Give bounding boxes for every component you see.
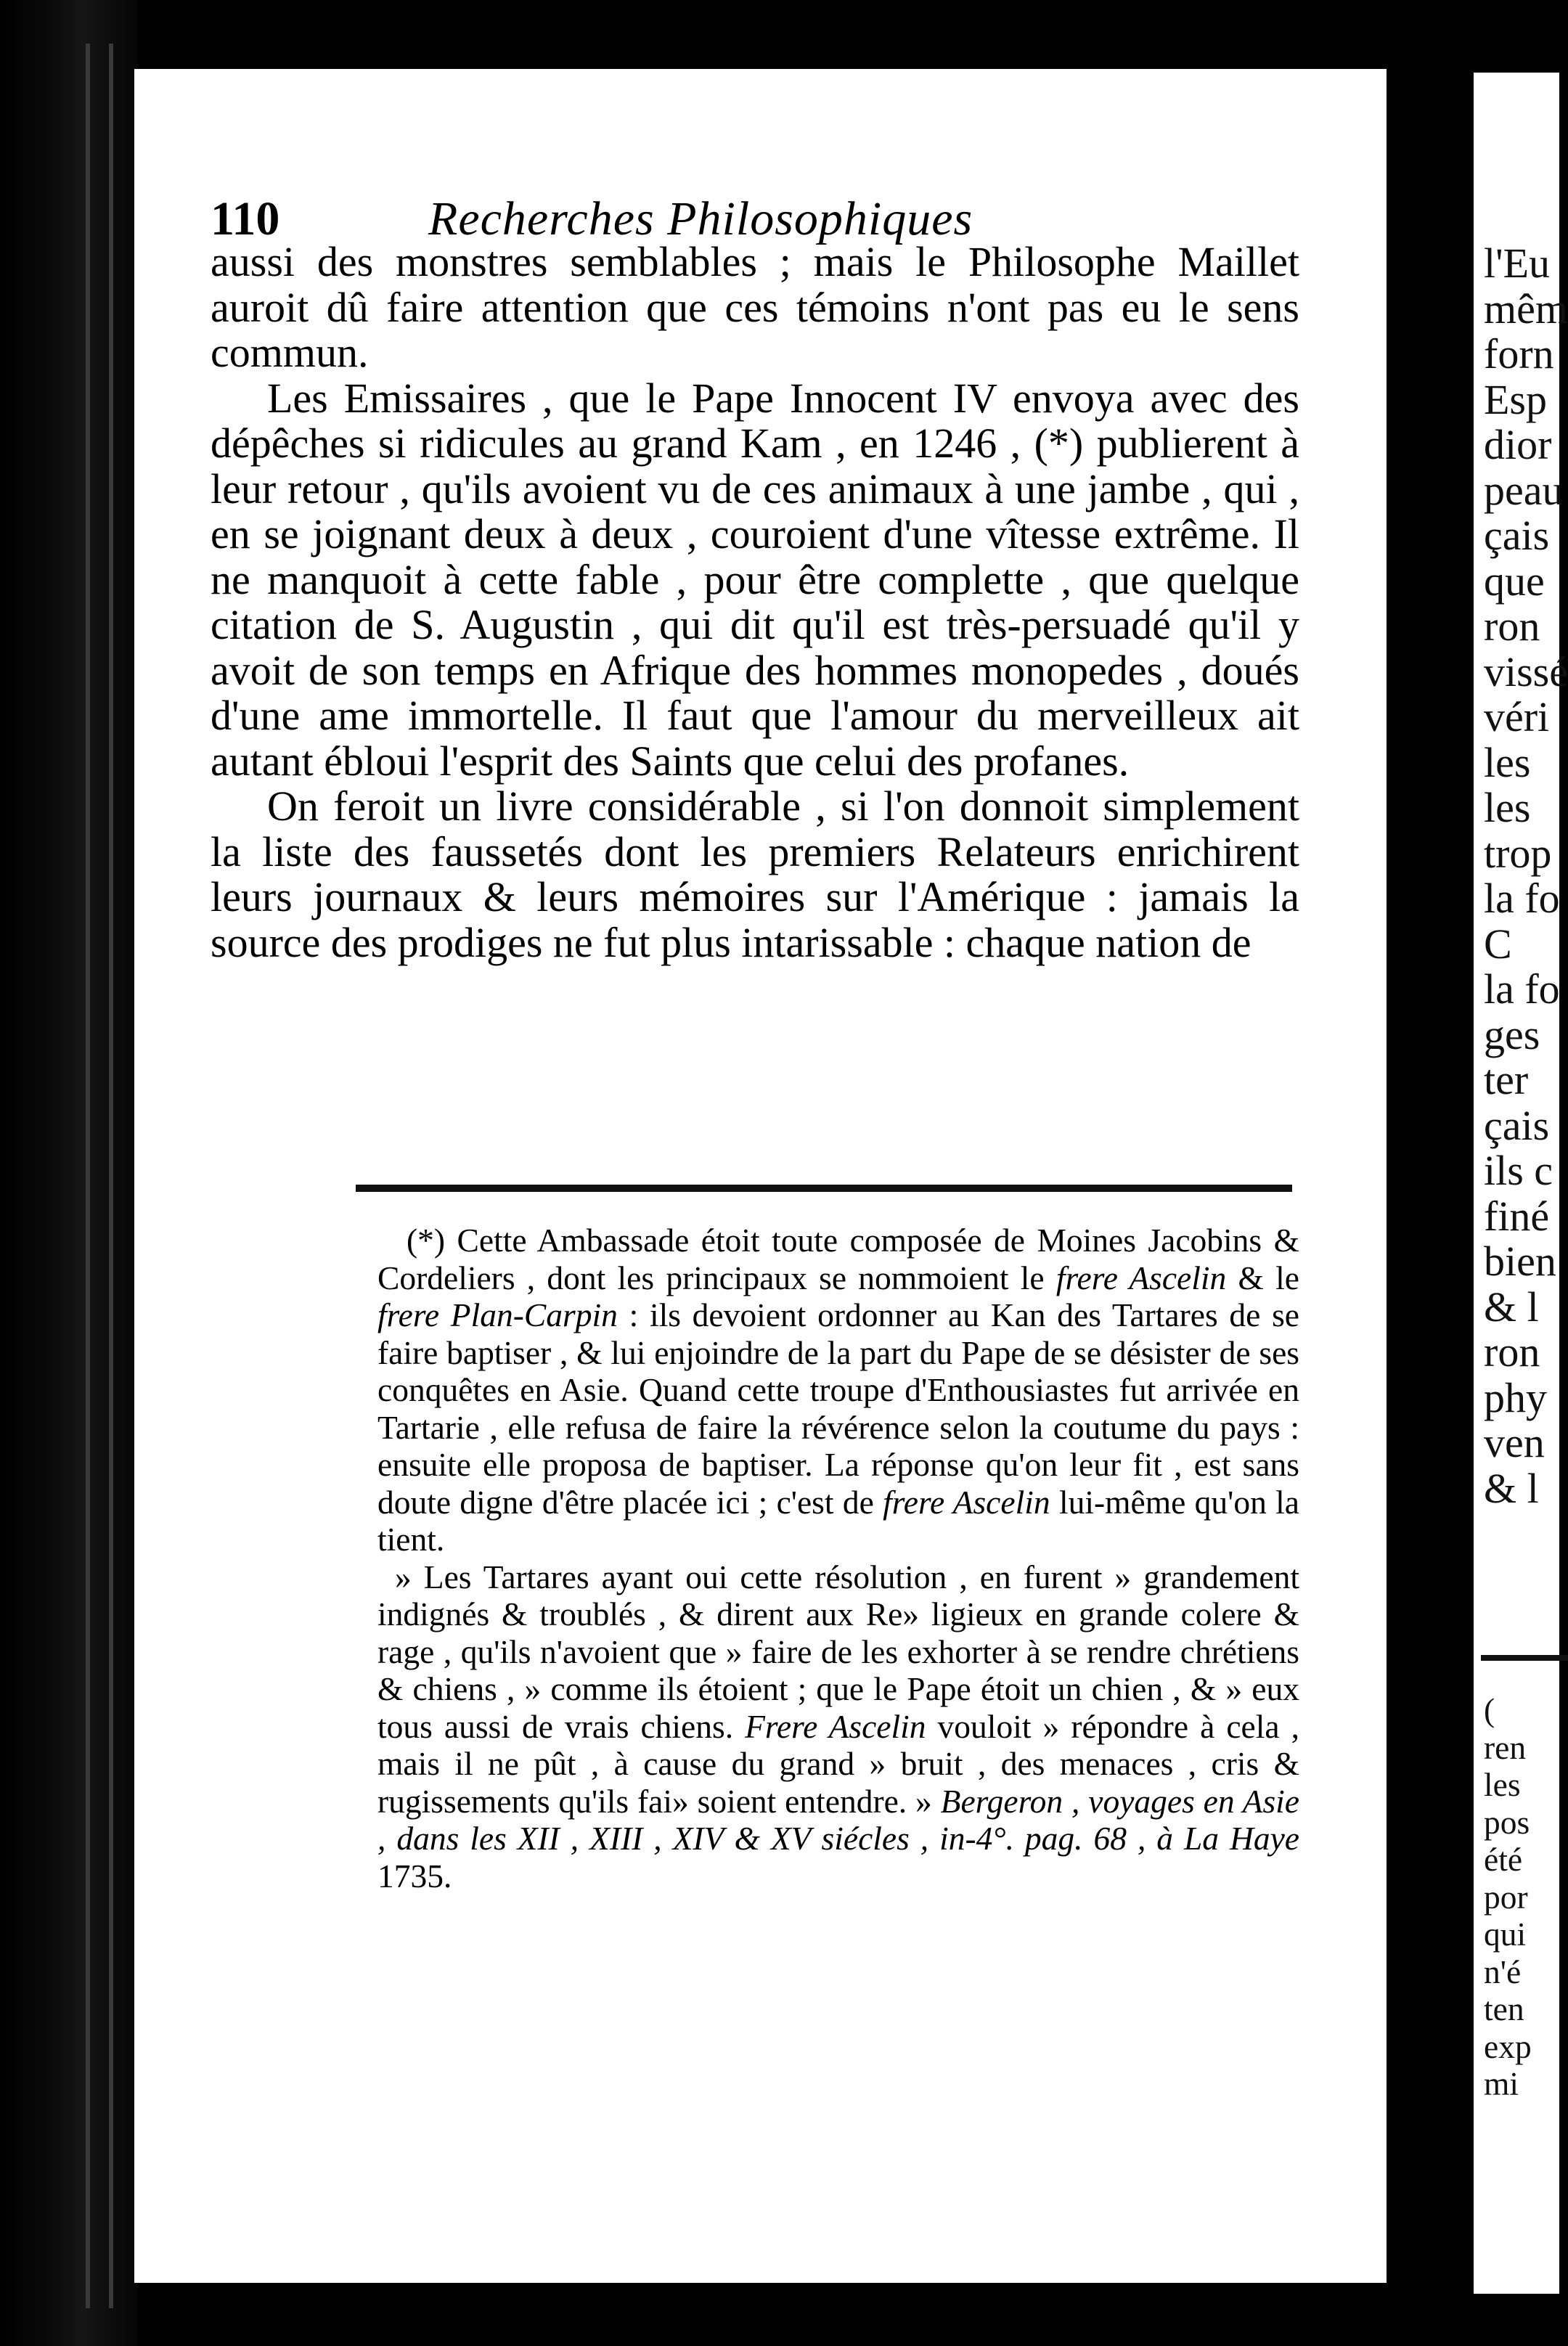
right-page-line: forn [1484,330,1554,377]
right-page-line: ron [1484,1328,1540,1376]
right-page-note-line: exp [1484,2027,1532,2065]
right-page-note-line: n'é [1484,1953,1522,1990]
right-page-line: dior [1484,421,1552,468]
right-page-line: bien [1484,1238,1556,1285]
right-page-line: ges [1484,1010,1540,1058]
binding-edge [86,44,90,2308]
right-page-note-line: ( [1484,1691,1495,1728]
page-number: 110 [211,192,280,245]
binding-edge [109,44,113,2308]
footnote [377,1222,1299,1895]
footnote-text: » Les Tartares ayant oui cette résolution , en furent » grandement indignés & troublés , & dirent aux Re» ligieux en grande colere & rage , qu'ils n'avoient que » faire de les exhorter à se rendre chrétiens & chiens , » comme ils étoient ; que le Pape étoit un chien , & » eux tous aussi de vrais chiens. [377,1558,1299,1745]
footnote-text: vouloit » répondre à cela , mais il ne pût , à cause du grand » bruit , des menaces , cris & rugissements qu'ils fai» soient entendre. » [377,1707,1299,1820]
right-page-line: vissé [1484,647,1568,695]
footnote-quote [377,1558,1299,1895]
footnote-text: lui-même qu'on la tient. [377,1483,1299,1558]
paragraph: aussi des monstres semblables ; mais le Philosophe Maillet auroit dû faire attention que ces témoins n'ont pas eu le sens commun. [211,238,1299,376]
footnote-paragraph [377,1222,1299,1558]
right-page-note-line: por [1484,1878,1528,1916]
right-page-line: les [1484,784,1531,831]
footnote-text: & le [1226,1259,1299,1296]
book-gutter [0,0,138,2346]
right-page-line: ils c [1484,1147,1553,1194]
right-page-line: peau [1484,466,1564,514]
main-text [211,240,1299,965]
footnote-italic: Frere Ascelin [745,1707,926,1745]
right-page-line: l'Eu [1484,240,1550,287]
right-page-line: & l [1484,1283,1539,1331]
right-page-line: ven [1484,1419,1545,1466]
right-page-line: çais [1484,512,1550,559]
right-page-line: ron [1484,602,1540,650]
right-page-line: C [1484,920,1512,968]
right-page-line: Esp [1484,375,1547,423]
right-page-notes [1484,1691,1532,2103]
right-page-line: la fo [1484,875,1560,922]
footnote-text: : ils devoient ordonner au Kan des Tartares de se faire baptiser , & lui enjoindre de la part du Pape de se désister de ses conquêtes en Asie. Quand cette troupe d'Enthousiastes fut arrivée en Tartarie , elle refusa de faire la révérence selon la coutume du pays : ensuite elle proposa de baptiser. La réponse qu'on leur fit , est sans doute digne d'être placée ici ; c'est de [377,1296,1299,1521]
footnote-text: 1735. [377,1857,452,1895]
paragraph: On feroit un livre considérable , si l'on donnoit simplement la liste des faussetés dont les premiers Relateurs enrichirent leurs journaux & leurs mémoires sur l'Amérique : jamais la source des prodiges ne fut plus intarissable : chaque nation de [211,782,1299,966]
footnote-italic: frere Ascelin [883,1483,1050,1521]
right-page-line: çais [1484,1101,1550,1149]
right-page-note-line: pos [1484,1803,1530,1841]
right-page-note-line: mi [1484,2065,1519,2102]
right-page-note-line: les [1484,1766,1521,1803]
footnote-italic: frere Ascelin [1055,1259,1227,1296]
right-page-note-line: ten [1484,1990,1524,2027]
right-page-line: trop [1484,829,1552,877]
right-page-edge [1474,73,1568,2294]
right-page-line: finé [1484,1192,1550,1240]
right-page-line: ter [1484,1056,1529,1103]
footnote-rule [356,1185,1292,1192]
right-page-rule [1481,1655,1568,1661]
right-page-line: & l [1484,1464,1539,1512]
paragraph: Les Emissaires , que le Pape Innocent IV envoya avec des dépêches si ridicules au grand Kam , en 1246 , (*) publierent à leur retour , qu'ils avoient vu de ces animaux à une jambe , qui , en se joignant deux à deux , couroient d'une vîtesse extrême. Il ne manquoit à cette fable , pour être complette , que quelque citation de S. Augustin , qui dit qu'il est très-persuadé qu'il y avoit de son temps en Afrique des hommes monopedes , doués d'une ame immortelle. Il faut que l'amour du merveilleux ait autant ébloui l'esprit des Saints que celui des profanes. [211,374,1299,785]
footnote-text: (*) Cette Ambassade étoit toute composée de Moines Jacobins & Cordeliers , dont les principaux se nommoient le [377,1222,1299,1296]
right-page-line: phy [1484,1373,1547,1421]
right-page-note-line: été [1484,1841,1523,1878]
right-page-line: les [1484,738,1531,786]
right-page-note-line: ren [1484,1728,1527,1766]
footnote-italic: frere Plan-Carpin [377,1296,618,1333]
right-page-text [1484,241,1568,1511]
right-page-note-line: qui [1484,1916,1527,1953]
right-page-line: que [1484,557,1545,605]
right-page-line: la fo [1484,965,1560,1013]
footnote-italic: Bergeron , voyages en Asie , dans les XII , XIII , XIV & XV siécles , in-4°. pag. 68 , à La Haye [377,1782,1299,1857]
running-title: Recherches Philosophiques [428,192,973,245]
right-page-line: véri [1484,693,1550,740]
right-page-line: mêm [1484,285,1568,332]
